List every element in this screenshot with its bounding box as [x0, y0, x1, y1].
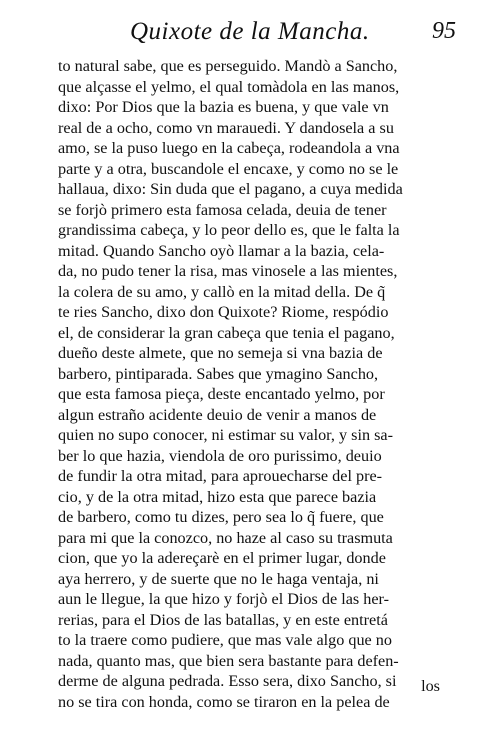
text-line: cio, y de la otra mitad, hizo esta que parece bazia	[58, 487, 377, 506]
page-number: 95	[432, 18, 456, 44]
text-line: no se tira con honda, como se tiraron en la pelea de	[58, 692, 390, 711]
text-line: grandissima cabeça, y lo peor dello es, que le falta la	[58, 221, 400, 239]
text-line: la colera de su amo, y callò en la mitad della. De q̃	[58, 282, 386, 301]
running-title: Quixote de la Mancha.	[130, 18, 370, 45]
text-line: ber lo que hazia, viendola de oro purissimo, deuio	[58, 446, 382, 465]
text-line: el, de considerar la gran cabeça que tenia el pagano,	[58, 323, 395, 342]
text-line: real de a ocho, como vn marauedi. Y dandosela a su	[58, 118, 394, 137]
text-line: de fundir la otra mitad, para aprouecharse del pre-	[58, 467, 383, 485]
text-line: nada, quanto mas, que bien sera bastante para defen-	[58, 651, 399, 670]
text-line: hallaua, dixo: Sin duda que el pagano, a cuya medida	[58, 180, 403, 198]
text-line: barbero, pintiparada. Sabes que ymagino Sancho,	[58, 364, 379, 383]
text-line: para mi que la conozco, no haze al caso su trasmuta	[58, 528, 393, 547]
body-text	[58, 56, 450, 712]
text-line: te ries Sancho, dixo don Quixote? Riome, respódio	[58, 303, 389, 321]
text-line: algun estraño acidente deuio de venir a manos de	[58, 405, 377, 424]
text-line: aun le llegue, la que hizo y forjò el Dios de las her-	[58, 590, 389, 608]
text-line: to natural sabe, que es perseguido. Mandò a Sancho,	[58, 57, 398, 75]
text-line: rerias, para el Dios de las batallas, y en este entretá	[58, 610, 388, 629]
text-line: dueño deste almete, que no semeja si vna bazia de	[58, 344, 383, 362]
text-line: amo, se la puso luego en la cabeça, rodeandola a vna	[58, 139, 400, 157]
text-line: derme de alguna pedrada. Esso sera, dixo Sancho, si	[58, 672, 397, 690]
text-line: to la traere como pudiere, que mas vale algo que no	[58, 631, 392, 649]
text-line: parte y a otra, buscandole el encaxe, y como no se le	[58, 159, 399, 178]
running-head	[130, 18, 460, 52]
text-line: se forjò primero esta famosa celada, deuia de tener	[58, 200, 387, 219]
text-line: que esta famosa pieça, deste encantado yelmo, por	[58, 385, 385, 403]
catchword: los	[421, 677, 440, 695]
text-line: dixo: Por Dios que la bazia es buena, y que vale vn	[58, 98, 389, 116]
text-line: mitad. Quando Sancho oyò llamar a la bazia, cela-	[58, 241, 385, 260]
text-line: quien no supo conocer, ni estimar su valor, y sin sa-	[58, 426, 393, 444]
text-line: da, no pudo tener la risa, mas vinosele a las mientes,	[58, 262, 398, 280]
text-line: de barbero, como tu dizes, pero sea lo q̃ fuere, que	[58, 508, 384, 526]
text-line: cion, que yo la adereçarè en el primer lugar, donde	[58, 549, 386, 567]
text-line: aya herrero, y de suerte que no le haga ventaja, ni	[58, 569, 379, 588]
text-line: que alçasse el yelmo, el qual tomàdola en las manos,	[58, 77, 400, 96]
